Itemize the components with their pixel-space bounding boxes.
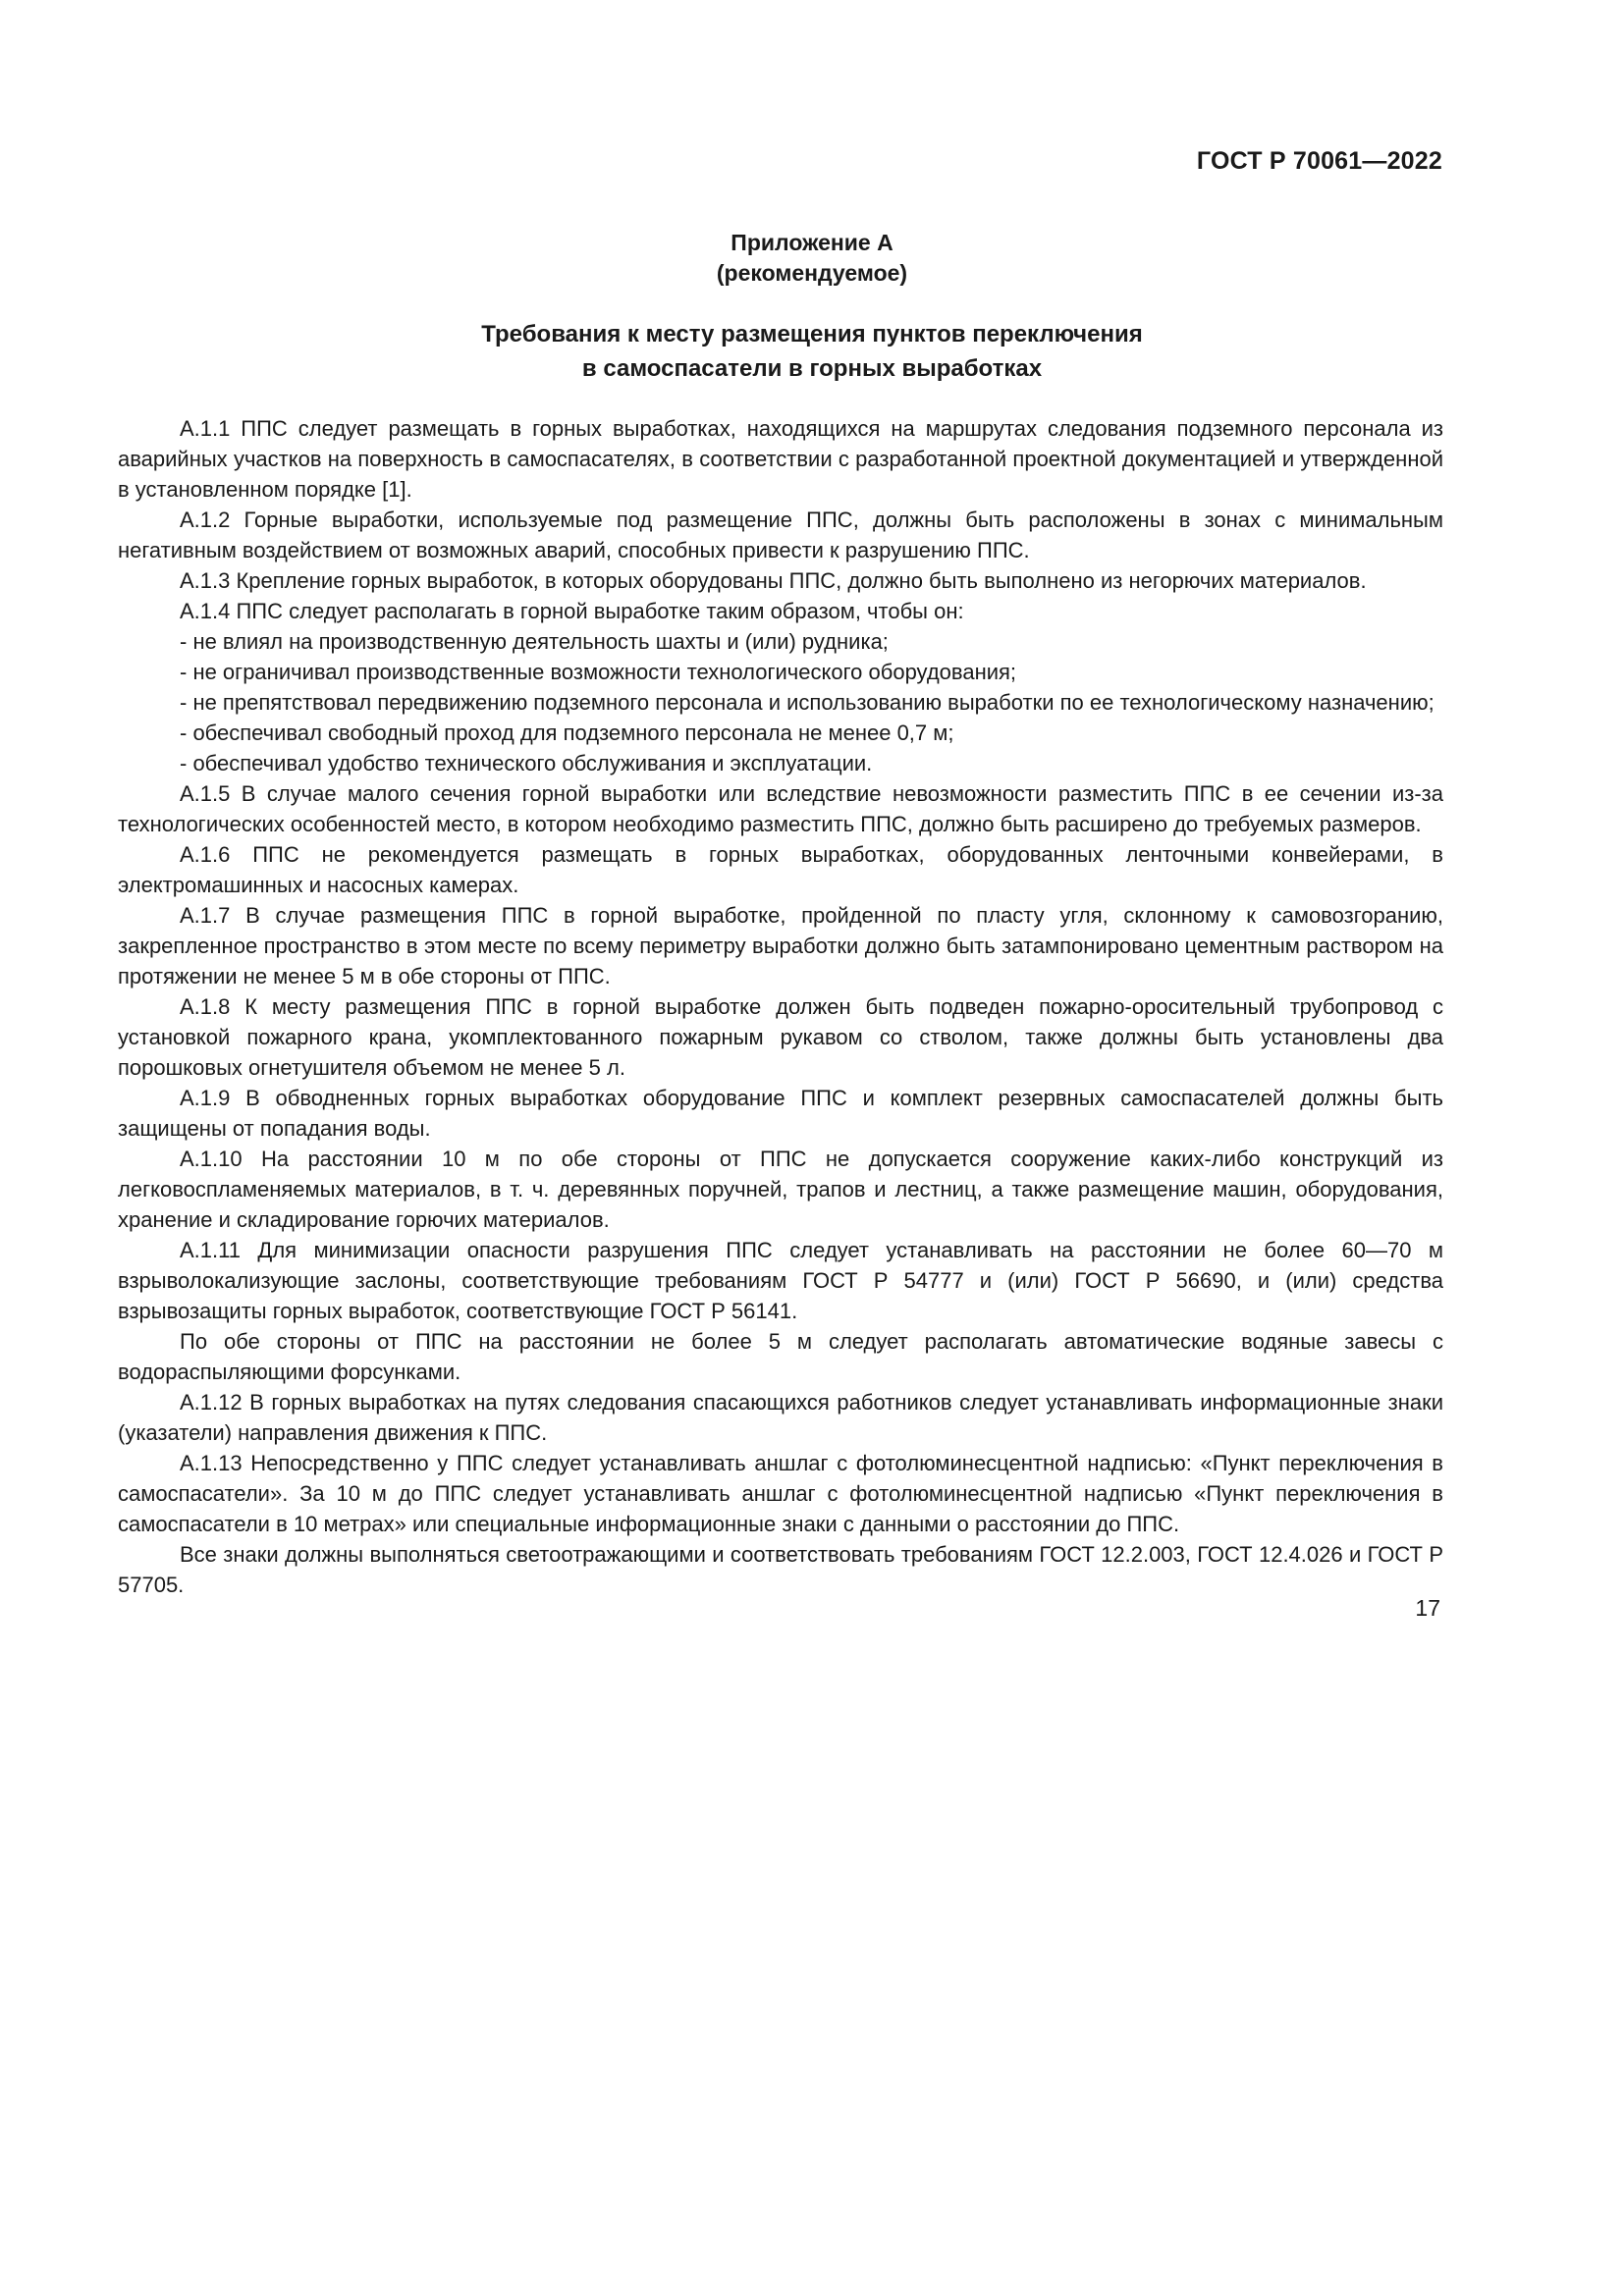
paragraph-a-1-6: А.1.6 ППС не рекомендуется размещать в горных выработках, оборудованных ленточными конвейерами, в электромашинных и насосных камерах.: [118, 842, 1443, 897]
paragraph-signs: Все знаки должны выполняться светоотражающими и соответствовать требованиям ГОСТ 12.2.003, ГОСТ 12.4.026 и ГОСТ Р 57705.: [118, 1542, 1443, 1597]
document-code: ГОСТ Р 70061—2022: [1196, 147, 1442, 175]
list-item: - не препятствовал передвижению подземного персонала и использованию выработки по ее технологическому назначению;: [180, 690, 1435, 715]
paragraph-a-1-9: А.1.9 В обводненных горных выработках оборудование ППС и комплект резервных самоспасателей должны быть защищены от попадания воды.: [118, 1086, 1443, 1141]
paragraph-a-1-10: А.1.10 На расстоянии 10 м по обе стороны от ППС не допускается сооружение каких-либо конструкций из легковоспламеняемых материалов, в т. ч. деревянных поручней, трапов и лестниц, а также размещение машин, оборудования, хранение и складирование горючих материалов.: [118, 1147, 1443, 1232]
list-item: - обеспечивал свободный проход для подземного персонала не менее 0,7 м;: [180, 721, 954, 745]
paragraph-a-1-1: А.1.1 ППС следует размещать в горных выработках, находящихся на маршрутах следования подземного персонала из аварийных участков на поверхность в самоспасателях, в соответствии с разработанной проектной документацией и утвержденной в установленном порядке [1].: [118, 416, 1443, 502]
annex-heading: [0, 228, 1624, 289]
paragraph-a-1-4: А.1.4 ППС следует располагать в горной выработке таким образом, чтобы он:: [180, 599, 964, 623]
page-number: 17: [1415, 1595, 1440, 1621]
paragraph-a-1-11: А.1.11 Для минимизации опасности разрушения ППС следует устанавливать на расстоянии не более 60—70 м взрыволокализующие заслоны, соответствующие требованиям ГОСТ Р 54777 и (или) ГОСТ Р 56690, и (или) средства взрывозащиты горных выработок, соответствующие ГОСТ Р 56141.: [118, 1238, 1443, 1323]
section-title-line-2: в самоспасатели в горных выработках: [581, 355, 1043, 382]
paragraph-a-1-8: А.1.8 К месту размещения ППС в горной выработке должен быть подведен пожарно-оросительный трубопровод с установкой пожарного крана, укомплектованного пожарным рукавом со стволом, также должны быть установлены два порошковых огнетушителя объемом не менее 5 л.: [118, 994, 1443, 1080]
paragraph-a-1-2: А.1.2 Горные выработки, используемые под размещение ППС, должны быть расположены в зонах с минимальным негативным воздействием от возможных аварий, способных привести к разрушению ППС.: [118, 507, 1443, 562]
paragraph-a-1-5: А.1.5 В случае малого сечения горной выработки или вследствие невозможности разместить ППС в ее сечении из-за технологических особенностей место, в котором необходимо разместить ППС, должно быть расширено до требуемых размеров.: [118, 781, 1443, 836]
paragraph-a-1-11-continued: По обе стороны от ППС на расстоянии не более 5 м следует располагать автоматические водяные завесы с водораспыляющими форсунками.: [118, 1329, 1443, 1384]
paragraph-a-1-3: А.1.3 Крепление горных выработок, в которых оборудованы ППС, должно быть выполнено из негорючих материалов.: [180, 568, 1367, 593]
annex-title: Приложение А: [731, 230, 893, 255]
list-item: - не влиял на производственную деятельность шахты и (или) рудника;: [180, 629, 889, 654]
list-item: - не ограничивал производственные возможности технологического оборудования;: [180, 660, 1017, 684]
document-body: [118, 413, 1443, 1600]
section-title: [0, 317, 1624, 386]
list-item: - обеспечивал удобство технического обслуживания и эксплуатации.: [180, 751, 873, 775]
annex-status: (рекомендуемое): [716, 260, 908, 286]
paragraph-a-1-7: А.1.7 В случае размещения ППС в горной выработке, пройденной по пласту угля, склонному к самовозгоранию, закрепленное пространство в этом месте по всему периметру выработки должно быть затампонировано цементным раствором на протяжении не менее 5 м в обе стороны от ППС.: [118, 903, 1443, 988]
paragraph-a-1-12: А.1.12 В горных выработках на путях следования спасающихся работников следует устанавливать информационные знаки (указатели) направления движения к ППС.: [118, 1390, 1443, 1445]
section-title-line-1: Требования к месту размещения пунктов переключения: [481, 321, 1143, 347]
paragraph-a-1-13: А.1.13 Непосредственно у ППС следует устанавливать аншлаг с фотолюминесцентной надписью: «Пункт переключения в самоспасатели». За 10 м до ППС следует устанавливать аншлаг с фотолюминесцентной надписью «Пункт переключения в самоспасатели в 10 метрах» или специальные информационные знаки с данными о расстоянии до ППС.: [118, 1451, 1443, 1536]
